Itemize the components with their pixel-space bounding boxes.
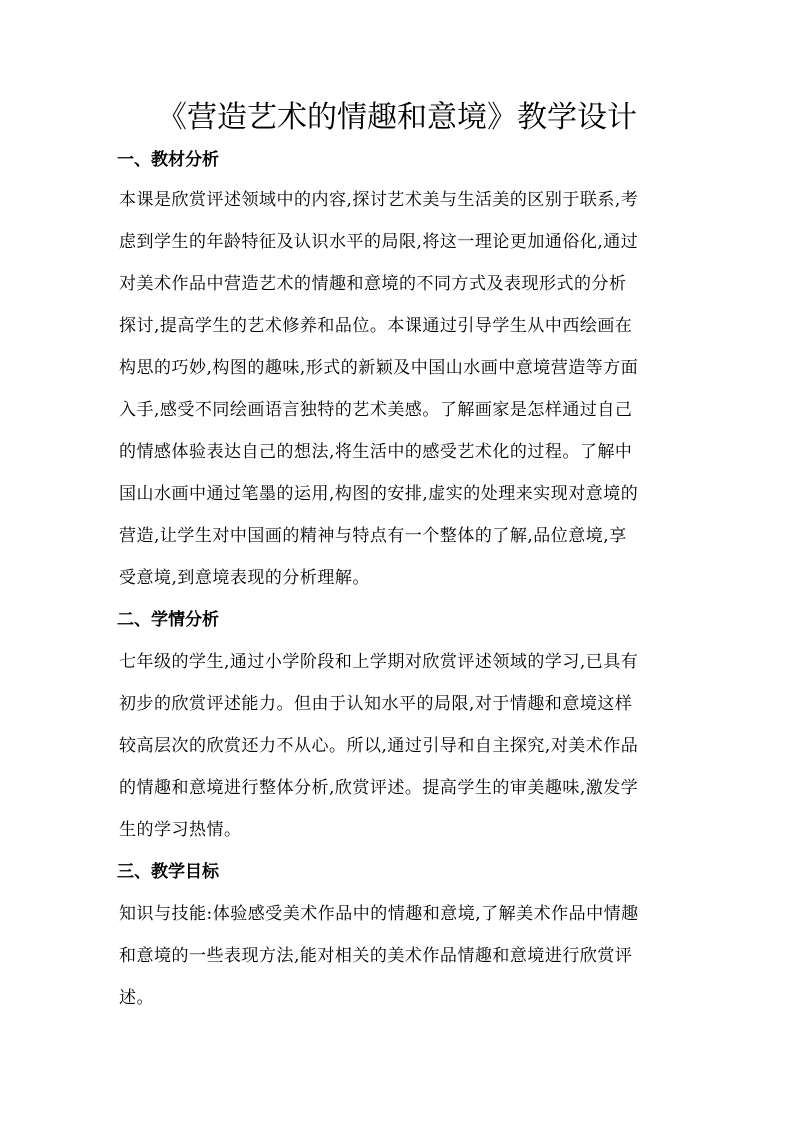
section-heading-learner-analysis: 二、学情分析	[117, 610, 219, 630]
paragraph-line: 述。	[119, 988, 154, 1008]
paragraph-line: 本课是欣赏评述领域中的内容,探讨艺术美与生活美的区别于联系,考	[119, 190, 639, 210]
paragraph-line: 虑到学生的年龄特征及认识水平的局限,将这一理论更加通俗化,通过	[119, 232, 639, 252]
paragraph-line: 营造,让学生对中国画的精神与特点有一个整体的了解,品位意境,享	[119, 526, 627, 546]
paragraph-line: 较高层次的欣赏还力不从心。所以,通过引导和自主探究,对美术作品	[119, 736, 639, 756]
paragraph-line: 国山水画中通过笔墨的运用,构图的安排,虚实的处理来实现对意境的	[119, 484, 639, 504]
paragraph-line: 初步的欣赏评述能力。但由于认知水平的局限,对于情趣和意境这样	[119, 694, 633, 714]
section-heading-teaching-material-analysis: 一、教材分析	[117, 150, 219, 170]
paragraph-line: 探讨,提高学生的艺术修养和品位。本课通过引导学生从中西绘画在	[119, 316, 633, 336]
paragraph-line: 的情趣和意境进行整体分析,欣赏评述。提高学生的审美趣味,激发学	[119, 778, 639, 798]
paragraph-line: 七年级的学生,通过小学阶段和上学期对欣赏评述领域的学习,已具有	[119, 652, 639, 672]
section-heading-teaching-objectives: 三、教学目标	[117, 862, 219, 882]
document-title: 《营造艺术的情趣和意境》教学设计	[157, 100, 637, 135]
paragraph-line: 的情感体验表达自己的想法,将生活中的感受艺术化的过程。了解中	[119, 442, 633, 462]
paragraph-line: 和意境的一些表现方法,能对相关的美术作品情趣和意境进行欣赏评	[119, 946, 633, 966]
paragraph-line: 入手,感受不同绘画语言独特的艺术美感。了解画家是怎样通过自己	[119, 400, 633, 420]
paragraph-line: 受意境,到意境表现的分析理解。	[119, 568, 370, 588]
paragraph-line: 知识与技能:体验感受美术作品中的情趣和意境,了解美术作品中情趣	[119, 904, 639, 924]
paragraph-line: 生的学习热情。	[119, 820, 242, 840]
paragraph-line: 对美术作品中营造艺术的情趣和意境的不同方式及表现形式的分析	[119, 274, 627, 294]
paragraph-line: 构思的巧妙,构图的趣味,形式的新颖及中国山水画中意境营造等方面	[119, 358, 639, 378]
